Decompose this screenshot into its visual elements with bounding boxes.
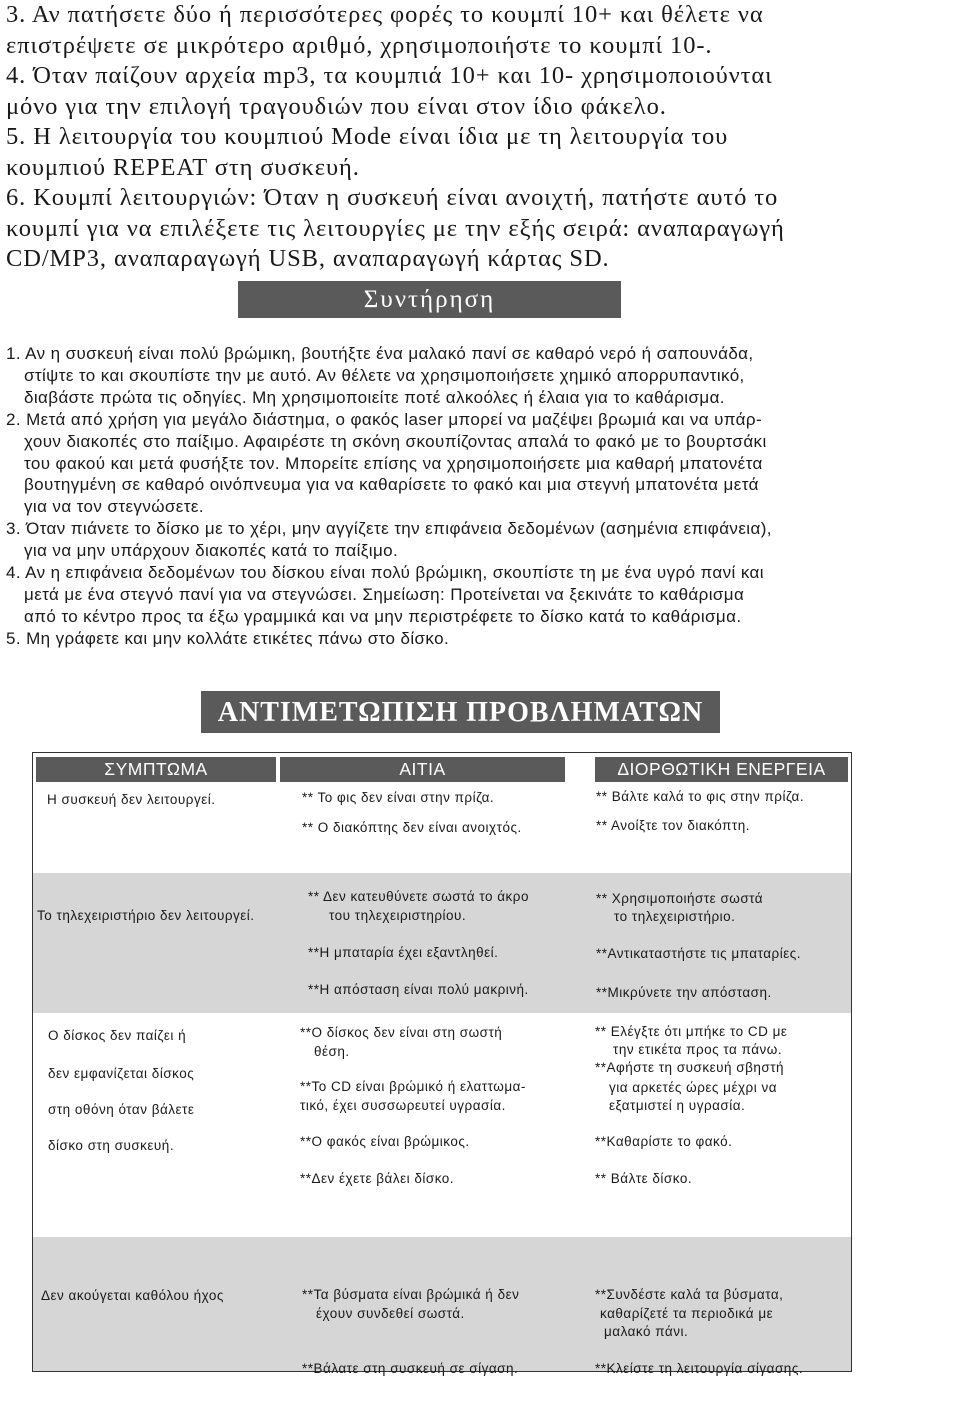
symptom-cell: στη οθόνη όταν βάλετε [48,1102,195,1117]
action-cell: ** Χρησιμοποιήστε σωστά [596,891,764,906]
maintenance-line: από το κέντρο προς τα έξω γραμμικά και να μην περιστρέφετε το δίσκο κατά το καθάρισμα. [24,606,742,626]
action-cell: την ετικέτα προς τα πάνω. [613,1042,783,1057]
action-cell: μαλακό πάνι. [604,1324,689,1339]
note-line: 6. Κουμπί λειτουργιών: Όταν η συσκευή είναι ανοιχτή, πατήστε αυτό το [6,184,779,211]
cause-cell: **Το CD είναι βρώμικό ή ελαττωμα- [300,1079,526,1094]
cause-cell: **Η μπαταρία έχει εξαντληθεί. [308,945,499,960]
remote-notes [6,0,956,275]
note-line: κουμπιού REPEAT στη συσκευή. [6,153,360,181]
action-cell: ** Βάλτε καλά το φις στην πρίζα. [596,789,805,804]
cause-cell: **Τα βύσματα είναι βρώμικά ή δεν [302,1287,520,1302]
troubleshooting-heading: ΑΝΤΙΜΕΤΩΠΙΣΗ ΠΡΟΒΛΗΜΑΤΩΝ [201,691,720,733]
maintenance-line: 4. Αν η επιφάνεια δεδομένων του δίσκου είναι πολύ βρώμικη, σκουπίστε τη με ένα υγρό πανί και [6,563,764,583]
cause-cell: ** Ο διακόπτης δεν είναι ανοιχτός. [302,820,522,835]
cause-cell: **Δεν έχετε βάλει δίσκο. [300,1171,455,1186]
action-cell: **Συνδέστε καλά τα βύσματα, [595,1287,784,1302]
note-line: CD/MP3, αναπαραγωγή USB, αναπαραγωγή κάρτας SD. [6,245,610,272]
action-cell: **Αντικαταστήστε τις μπαταρίες. [596,946,801,961]
cause-cell: **Βάλατε στη συσκευή σε σίγαση. [302,1361,519,1376]
note-line: 5. Η λειτουργία του κουμπιού Mode είναι ίδια με τη λειτουργία του [6,123,729,150]
header-cause: ΑΙΤΙΑ [280,757,565,782]
maintenance-line: 1. Αν η συσκευή είναι πολύ βρώμικη, βουτήξτε ένα μαλακό πανί σε καθαρό νερό ή σαπουνάδα, [6,344,754,363]
maintenance-heading: Συντήρηση [238,281,621,318]
note-line: 4. Όταν παίζουν αρχεία mp3, τα κουμπιά 10+ και 10- χρησιμοποιούνται [6,62,773,89]
maintenance-line: διαβάστε πρώτα τις οδηγίες. Μη χρησιμοποιείτε ποτέ αλκοόλες ή έλαια για το καθάρισμα. [24,387,725,407]
symptom-cell: Δεν ακούγεται καθόλου ήχος [41,1288,224,1303]
maintenance-line: βουτηγμένη σε καθαρό οινόπνευμα για να καθαρίσετε το φακό και μια στεγνή μπατονέτα μετά [24,475,759,495]
maintenance-line: μετά με ένα στεγνό πανί για να στεγνώσει. Σημείωση: Προτείνεται να ξεκινάτε το καθάρισμα [24,584,745,604]
action-cell: ** Ελέγξτε ότι μπήκε το CD με [595,1024,788,1039]
cause-cell: **Ο δίσκος δεν είναι στη σωστή [300,1025,503,1040]
note-line: επιστρέψετε σε μικρότερο αριθμό, χρησιμοποιήστε το κουμπί 10-. [6,31,713,59]
action-cell: **Κλείστε τη λειτουργία σίγασης. [595,1361,804,1376]
maintenance-line: για να τον στεγνώσετε. [24,497,204,517]
action-cell: καθαρίζετέ τα περιοδικά με [600,1306,774,1321]
action-cell: **Αφήστε τη συσκευή σβηστή [595,1060,785,1075]
maintenance-line: στίψτε το και σκουπίστε την με αυτό. Αν θέλετε να χρησιμοποιήσετε χημικό απορρυπαντικό, [24,365,745,385]
maintenance-line: 2. Μετά από χρήση για μεγάλο διάστημα, ο φακός laser μπορεί να μαζέψει βρωμιά και να υπάρ- [6,409,763,429]
cause-cell: έχουν συνδεθεί σωστά. [316,1306,465,1321]
cause-cell: θέση. [314,1044,350,1059]
action-cell: εξατμιστεί η υγρασία. [609,1098,746,1113]
header-symptom: ΣΥΜΠΤΩΜΑ [36,757,276,782]
symptom-cell: Η συσκευή δεν λειτουργεί. [47,792,216,807]
action-cell: το τηλεχειριστήριο. [614,909,736,924]
maintenance-line: 5. Μη γράφετε και μην κολλάτε ετικέτες πάνω στο δίσκο. [6,628,450,648]
action-cell: ** Βάλτε δίσκο. [595,1171,693,1186]
maintenance-line: για να μην υπάρχουν διακοπές κατά το παίξιμο. [24,541,399,561]
symptom-cell: Το τηλεχειριστήριο δεν λειτουργεί. [37,908,255,923]
note-line: μόνο για την επιλογή τραγουδιών που είναι στον ίδιο φάκελο. [6,92,667,120]
maintenance-line: χουν διακοπές στο παίξιμο. Αφαιρέστε τη σκόνη σκουπίζοντας απαλά το φακό με το βουρτσάκι [24,431,767,451]
symptom-cell: Ο δίσκος δεν παίζει ή [48,1028,187,1043]
maintenance-instructions [6,343,958,650]
header-action: ΔΙΟΡΘΩΤΙΚΗ ΕΝΕΡΓΕΙΑ [595,757,848,782]
maintenance-line: 3. Όταν πιάνετε το δίσκο με το χέρι, μην αγγίζετε την επιφάνεια δεδομένων (ασημένια επιφάνεια), [6,519,772,539]
symptom-cell: δίσκο στη συσκευή. [48,1138,175,1153]
maintenance-line: του φακού και μετά φυσήξτε τον. Μπορείτε επίσης να χρησιμοποιήσετε μια καθαρή μπατονέτα [24,453,763,473]
note-line: κουμπί για να επιλέξετε τις λειτουργίες με την εξής σειρά: αναπαραγωγή [6,214,785,242]
symptom-cell: δεν εμφανίζεται δίσκος [48,1066,195,1081]
note-line: 3. Αν πατήσετε δύο ή περισσότερες φορές το κουμπί 10+ και θέλετε να [6,1,764,28]
action-cell: **Καθαρίστε το φακό. [595,1134,733,1149]
cause-cell: ** Το φις δεν είναι στην πρίζα. [302,790,495,805]
action-cell: ** Ανοίξτε τον διακόπτη. [596,818,750,833]
cause-cell: ** Δεν κατευθύνετε σωστά το άκρο [308,889,529,904]
cause-cell: **Ο φακός είναι βρώμικος. [300,1134,470,1149]
cause-cell: του τηλεχειριστηρίου. [329,908,467,923]
cause-cell: **Η απόσταση είναι πολύ μακρινή. [308,982,529,997]
action-cell: **Μικρύνετε την απόσταση. [596,985,772,1000]
cause-cell: τικό, έχει συσσωρευτεί υγρασία. [300,1098,506,1113]
action-cell: για αρκετές ώρες μέχρι να [609,1080,778,1095]
